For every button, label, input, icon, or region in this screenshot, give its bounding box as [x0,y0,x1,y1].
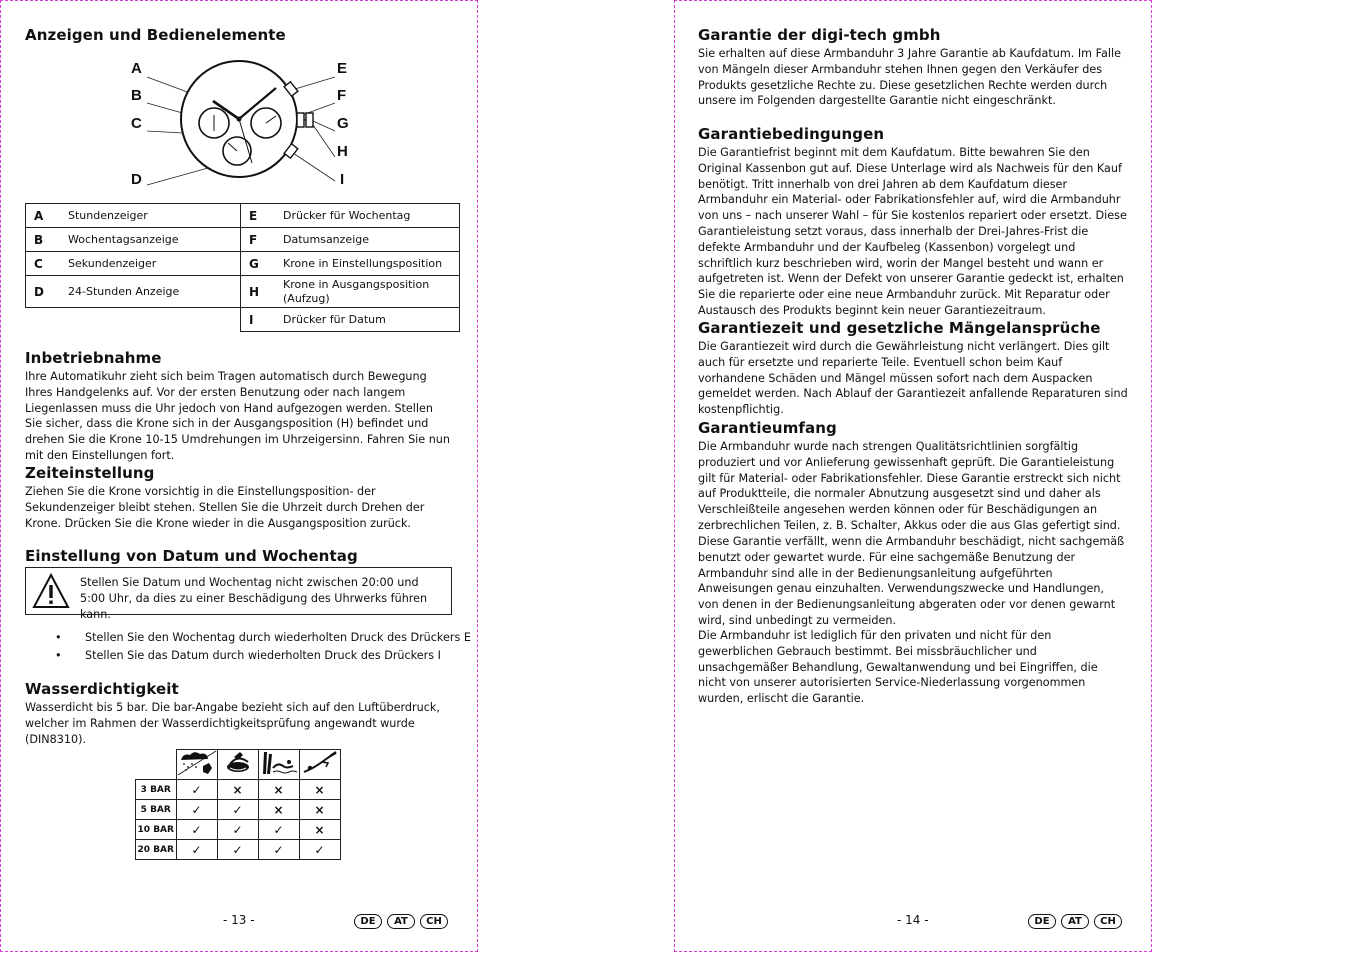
country-flags [354,914,448,929]
warning-text: Stellen Sie Datum und Wochentag nicht zwischen 20:00 und 5:00 Uhr, da dies zu einer Beschädigung des Uhrwerks führen kann. [80,576,428,621]
country-badge: DE [1028,914,1056,929]
legend-value: Drücker für Datum [277,308,460,332]
swimming-icon [258,750,299,780]
diagram-label-h: H [337,143,348,160]
right-page [674,0,1152,952]
bar-label: 10 BAR [136,820,177,840]
watch-diagram [125,53,365,195]
diagram-label-f: F [337,87,347,104]
country-badge: AT [387,914,415,929]
diagram-label-i: I [340,171,345,188]
legend-value: Stundenzeiger [62,204,241,228]
text-scope-2: Diese Garantie verfällt, wenn die Armbanduhr beschädigt, nicht sachgemäß benutzt oder gewartet wurde. Für eine sachgemäße Benutzung der Armbanduhr sind alle in der Bedienungsanleitung aufgeführten Anweisungen genau einzuhalten. Verwendungszwecke und Handlungen, von denen in der Bedienungsanleitung abgeraten oder vor denen gewarnt wird, sind unbedingt zu vermeiden. [698,535,1125,627]
table-cell: ✓ [176,820,217,840]
list-item: • Stellen Sie den Wochentag durch wiederholten Druck des Drückers E [25,629,471,647]
page-number: - 13 - [223,913,255,927]
diving-icon [299,750,340,780]
legend-key: D [26,276,63,308]
diagram-label-g: G [337,115,349,132]
text-conditions: Die Garantiefrist beginnt mit dem Kaufdatum. Bitte bewahren Sie den Original Kassenbon gut auf. Diese Unterlage wird als Nachweis für den Kauf benötigt. Tritt innerhalb von drei Jahren ab dem Kaufdatum dieser Armbanduhr ein Material- oder Fabrikationsfehler auf, wird die Armbanduhr von uns – nach unserer Wahl – für Sie kostenlos repariert oder ersetzt. Diese Garantieleistung setzt voraus, dass innerhalb der Drei-Jahres-Frist die defekte Armbanduhr und der Kaufbeleg (Kassenbon) vorgelegt und schriftlich kurz beschrieben wird, worin der Mangel besteht und wann er aufgetreten ist. Wenn der Defekt von unserer Garantie gedeckt ist, erhalten Sie die reparierte oder eine neue Armbanduhr zurück. Mit Reparatur oder Austausch des Produkts beginnt kein neuer Garantiezeitraum. [698,146,1127,317]
legend-row [26,204,460,228]
warning-icon [32,573,70,609]
text-guarantee: Sie erhalten auf diese Armbanduhr 3 Jahre Garantie ab Kaufdatum. Im Falle von Mängeln dieser Armbanduhr stehen Ihnen gegen den Verkäufer des Produkts gesetzliche Rechte zu. Diese gesetzlichen Rechte werden durch unsere im Folgenden dargestellte Garantie nicht eingeschränkt. [698,47,1121,108]
page-number: - 14 - [897,913,929,927]
text-water: Wasserdicht bis 5 bar. Die bar-Angabe bezieht sich auf den Luftüberdruck, welcher im Rahmen der Wasserdichtigkeitsprüfung angewandt wurde (DIN8310). [25,701,440,746]
legend-row [26,308,460,332]
table-cell: × [299,820,340,840]
text-start: Ihre Automatikuhr zieht sich beim Tragen automatisch durch Bewegung Ihres Handgelenks auf. Vor der ersten Benutzung oder nach langem Liegenlassen muss die Uhr jedoch von Hand aufgezogen werden. Stellen Sie sicher, dass die Krone sich in der Ausgangsposition (H) befindet und drehen Sie die Krone 10-15 Umdrehungen im Uhrzeigersinn. Fahren Sie nun mit den Einstellungen fort. [25,370,450,462]
text-period: Die Garantiezeit wird durch die Gewährleistung nicht verlängert. Dies gilt auch für ersetzte und reparierte Teile. Eventuell schon beim Kauf vorhandene Schäden und Mängel müssen sofort nach dem Auspacken gemeldet werden. Nach Ablauf der Garantiezeit anfallende Reparaturen sind kostenpflichtig. [698,340,1128,417]
table-cell: × [299,780,340,800]
list-item: • Stellen Sie das Datum durch wiederholten Druck des Drückers I [25,647,471,665]
country-flags [1028,914,1122,929]
legend-key: E [241,204,278,228]
diagram-label-e: E [337,60,348,77]
heading-scope: Garantieumfang [698,419,837,437]
diagram-label-b: B [131,87,142,104]
table-cell: × [258,800,299,820]
legend-key: B [26,228,63,252]
bar-label: 5 BAR [136,800,177,820]
legend-value: Sekundenzeiger [62,252,241,276]
legend-value: Drücker für Wochentag [277,204,460,228]
heading-start: Inbetriebnahme [25,349,162,367]
legend-key: A [26,204,63,228]
legend-value: 24-Stunden Anzeige [62,276,241,308]
heading-guarantee: Garantie der digi-tech gmbh [698,26,941,44]
rain-splash-icon [176,750,217,780]
legend-row [26,252,460,276]
legend-value: Krone in Ausgangsposition (Aufzug) [277,276,460,308]
table-cell: ✓ [217,800,258,820]
country-badge: CH [420,914,448,929]
country-badge: DE [354,914,382,929]
table-cell: ✓ [176,840,217,860]
table-cell: ✓ [258,820,299,840]
table-cell: ✓ [176,780,217,800]
legend-row [26,228,460,252]
bar-label: 3 BAR [136,780,177,800]
legend-key: G [241,252,278,276]
table-cell: ✓ [217,820,258,840]
heading-water: Wasserdichtigkeit [25,680,179,698]
date-bullet-list [25,629,471,664]
country-badge: CH [1094,914,1122,929]
table-row [136,800,341,820]
table-cell: × [258,780,299,800]
legend-key: F [241,228,278,252]
legend-key: I [241,308,278,332]
legend-key: H [241,276,278,308]
legend-value: Krone in Einstellungsposition [277,252,460,276]
hand-washing-icon [217,750,258,780]
table-cell: ✓ [217,840,258,860]
diagram-label-d: D [131,171,142,188]
legend-key: C [26,252,63,276]
left-page [0,0,478,952]
heading-period: Garantiezeit und gesetzliche Mängelansprüche [698,319,1101,337]
table-cell: × [299,800,340,820]
text-scope-1: Die Armbanduhr wurde nach strengen Qualitätsrichtlinien sorgfältig produziert und vor Anlieferung gewissenhaft geprüft. Die Garantieleistung gilt für Material- oder Fabrikationsfehler. Diese Garantie erstreckt sich nicht auf Produktteile, die normaler Abnutzung ausgesetzt sind und daher als Verschleißteile angesehen werden können oder für Beschädigungen an zerbrechlichen Teilen, z. B. Schalter, Akkus oder die aus Glas gefertigt sind. [698,440,1121,532]
water-resistance-table [135,749,341,860]
table-cell: ✓ [258,840,299,860]
text-scope-3: Die Armbanduhr ist lediglich für den privaten und nicht für den gewerblichen Gebrauch bestimmt. Bei missbräuchlicher und unsachgemäßer Behandlung, Gewaltanwendung und bei Eingriffen, die nicht von unserer autorisierten Service-Niederlassung vorgenommen wurden, erlischt die Garantie. [698,629,1098,706]
table-cell: ✓ [299,840,340,860]
diagram-label-a: A [131,60,142,77]
bar-label: 20 BAR [136,840,177,860]
table-row [136,780,341,800]
heading-controls: Anzeigen und Bedienelemente [25,26,286,44]
heading-conditions: Garantiebedingungen [698,125,885,143]
legend-value: Datumsanzeige [277,228,460,252]
table-row [136,840,341,860]
table-row [136,820,341,840]
heading-date: Einstellung von Datum und Wochentag [25,547,358,565]
country-badge: AT [1061,914,1089,929]
heading-time: Zeiteinstellung [25,464,155,482]
warning-box [25,567,452,621]
controls-legend-table [25,203,460,332]
table-header-row [136,750,341,780]
legend-row [26,276,460,308]
table-cell: × [217,780,258,800]
text-time: Ziehen Sie die Krone vorsichtig in die Einstellungsposition- der Sekundenzeiger bleibt stehen. Stellen Sie die Uhrzeit durch Drehen der Krone. Drücken Sie die Krone wieder in die Ausgangsposition zurück. [25,485,425,530]
table-cell: ✓ [176,800,217,820]
diagram-label-c: C [131,115,142,132]
legend-value: Wochentagsanzeige [62,228,241,252]
